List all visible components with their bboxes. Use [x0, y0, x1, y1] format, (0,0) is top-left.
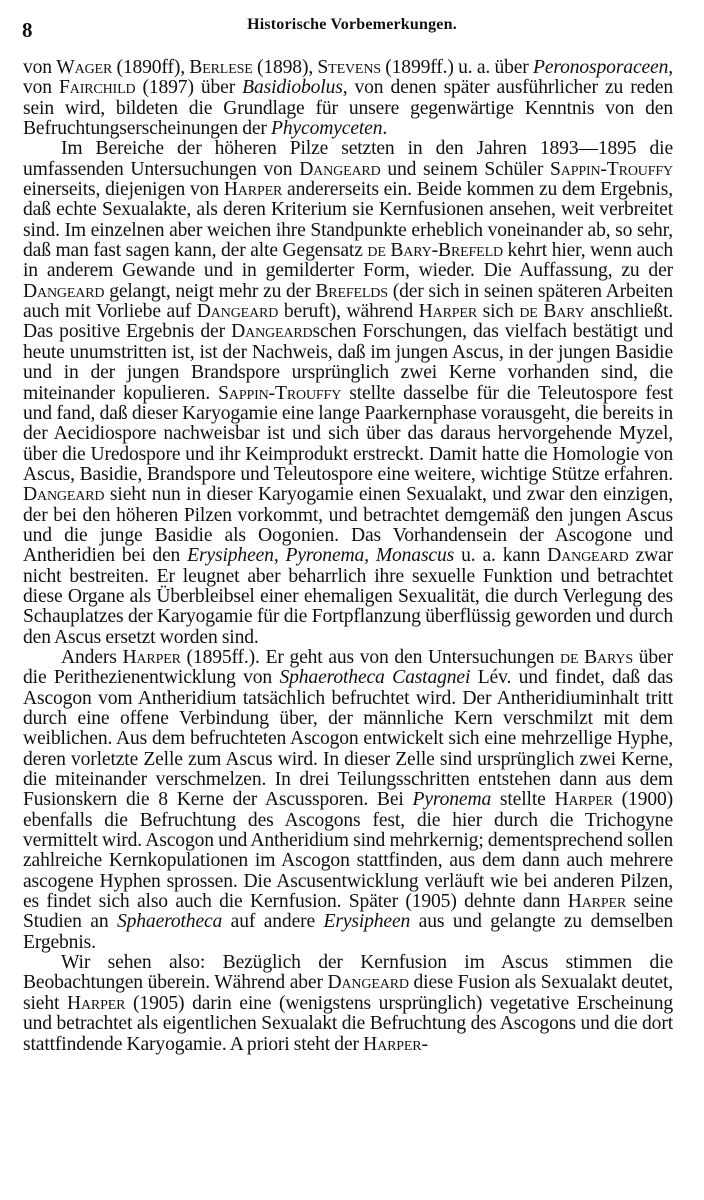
text-run: kehrt hier, wenn auch in anderem Gewande und in gemilderter Form, wieder. Die Auffassung, zu der: [23, 240, 673, 282]
paragraph: [23, 648, 673, 953]
text-run: (1895ff.). Er geht aus von den Untersuchungen: [180, 646, 561, 668]
taxon-name: Sphaerotheca Castagnei: [279, 667, 471, 689]
author-name: de Barys: [560, 646, 634, 668]
author-name: Sappin-Trouffy: [549, 158, 673, 180]
author-name: Dangeard: [231, 321, 313, 343]
author-name: de Bary: [519, 301, 585, 323]
taxon-name: Pyronema: [412, 789, 492, 811]
text-run: sich: [477, 301, 520, 323]
author-name: Wager: [56, 57, 113, 78]
text-run: (der sich in seinen späteren Arbeiten auch mit Vorliebe auf: [23, 280, 673, 323]
text-run: und seinem Schüler: [380, 158, 550, 180]
text-run: diese Fusion als Sexualakt deutet, sieht: [23, 972, 673, 1014]
text-run: (1890ff),: [112, 57, 190, 78]
author-name: Dangeard: [327, 972, 409, 994]
author-name: Brefelds: [315, 280, 388, 302]
text-run: auf andere: [222, 911, 324, 933]
text-run: Anders: [61, 646, 123, 668]
paragraph: [23, 139, 673, 648]
text-run: Lév. und findet, daß das Ascogon vom Antheridium tatsächlich befruchtet wird. Der Antheridiuminhalt tritt durch eine offene Verbindung über, der männliche Kern verschmilzt mit dem weiblichen. Aus dem befruchteten Ascogon entwickelt sich eine mehrzellige Hyphe, deren vorletzte Zelle zum Ascus wird. In dieser Zelle sind ursprünglich zwei Kerne, die miteinander verschmelzen. In drei Teilungsschritten entstehen dann aus dem Fusionskern die 8 Kerne der Ascussporen. Bei: [23, 667, 674, 811]
author-name: Dangeard: [547, 545, 629, 567]
paragraph: [23, 953, 673, 1055]
author-name: de Bary-Brefeld: [367, 240, 503, 262]
text-run: beruft), während: [278, 301, 419, 323]
author-name: Sappin-Trouffy: [218, 382, 342, 404]
text-run: (1900) ebenfalls die Befruchtung des Ascogons fest, die hier durch die Trichogyne vermittelt wird. Ascogon und Antheridium sind mehrkernig; dementsprechend sollen zahlreiche Kernkopulationen im Ascogon stattfinden, aus dem dann auch mehrere ascogene Hyphen sprossen. Die Ascusentwicklung verläuft wie bei anderen Pilzen, es findet sich also auch die Kernfusion. Später (1905) dehnte dann: [23, 789, 673, 913]
text-run: .: [382, 118, 388, 140]
text-run: anschließt. Das positive Ergebnis der: [23, 301, 673, 343]
author-name: Dangeard: [299, 158, 381, 180]
author-name: Fairchild: [59, 77, 136, 99]
text-run: gelangt, neigt mehr zu der: [104, 280, 316, 302]
text-run: (1905) darin eine (wenigstens ursprünglich) vegetative Erscheinung und betrachtet als eigentlichen Sexualakt die Befruchtung des Ascogons und die dort stattfindende Karyogamie. A priori steht der: [23, 992, 673, 1055]
author-name: Harper: [66, 992, 126, 1014]
running-head: Historische Vorbemerkungen.: [247, 16, 457, 33]
text-run: , von: [23, 57, 673, 99]
text-run: Wir sehen also: Bezüglich der Kernfusion im Ascus stimmen die Beobachtungen überein. Während aber: [23, 952, 673, 994]
text-run: schen Forschungen, das vielfach bestätigt und heute unumstritten ist, ist der Nachweis, daß im jungen Ascus, in der jungen Basidie und in der jungen Brandspore ursprünglich zwei Kerne vorhanden sind, die miteinander kopulieren.: [23, 321, 673, 404]
taxon-name: Erysipheen, Pyronema, Monascus: [187, 545, 455, 567]
author-name: Berlese: [189, 57, 253, 78]
text-run: stellte dasselbe für die Teleutospore fest und fand, daß dieser Karyogamie eine lange Paarkernphase vorausgeht, die bereits in der Aecidiospore nachweisbar ist und sich über das daraus hervorgehende Myzel, über die Uredospore und ihr Keimprodukt erstreckt. Damit hatte die Homologie von Ascus, Basidie, Brandspore und Teleutospore eine weitere, wichtige Stütze erfahren.: [23, 382, 674, 485]
author-name: Dangeard: [23, 484, 105, 506]
taxon-name: Erysipheen: [323, 911, 411, 933]
text-run: seine Studien an: [23, 891, 673, 933]
author-name: Dangeard: [196, 301, 279, 323]
text-run: aus und gelangte zu demselben Ergebnis.: [23, 911, 674, 953]
text-run: sieht nun in dieser Karyogamie einen Sexualakt, und zwar den einzigen, der bei den höheren Pilzen vorkommt, und betrachtet demgemäß den jungen Ascus und die junge Basidie als Oogonien. Das Vorhandensein der Ascogone und Antheridien bei den: [23, 484, 673, 567]
taxon-name: Phycomyceten: [271, 118, 383, 140]
text-run: einerseits, diejenigen von: [23, 179, 224, 201]
author-name: Harper-: [363, 1033, 428, 1055]
text-run: zwar nicht bestreiten. Er leugnet aber beharrlich ihre sexuelle Funktion und betrachtet diese Organe als Überbleibsel einer ehemaligen Sexualität, die durch Verlegung des Schauplatzes der Karyogamie für die Fortpflanzung überflüssig geworden und durch den Ascus ersetzt worden sind.: [23, 545, 673, 648]
author-name: Stevens: [317, 57, 381, 78]
taxon-name: Sphaerotheca: [116, 911, 223, 933]
text-run: über die Perithezienentwicklung von: [23, 646, 673, 689]
author-name: Harper: [223, 179, 283, 201]
author-name: Harper: [567, 891, 627, 913]
text-run: andererseits ein. Beide kommen zu dem Ergebnis, daß echte Sexualakte, als deren Kriterium sie Kernfusionen ansehen, weit verbreitet sind. Im einzelnen aber weichen ihre Standpunkte erheblich voneinander ab, so sehr, daß man fast sagen kann, der alte Gegensatz: [23, 179, 673, 262]
author-name: Harper: [418, 301, 478, 323]
paragraph: [23, 58, 673, 139]
text-run: u. a. kann: [454, 545, 548, 567]
text-run: (1898),: [252, 57, 318, 78]
page-header: [22, 14, 682, 44]
body-text: [23, 58, 673, 1055]
text-run: von: [23, 57, 57, 78]
text-run: stellte: [491, 789, 555, 811]
taxon-name: Basidiobolus: [242, 77, 343, 99]
author-name: Dangeard: [23, 280, 105, 302]
text-run: (1899ff.) u. a. über: [380, 57, 533, 78]
author-name: Harper: [554, 789, 613, 811]
text-run: Im Bereiche der höheren Pilze setzten in den Jahren 1893—1895 die umfassenden Untersuchungen von: [23, 138, 673, 180]
text-run: , von denen später ausführlicher zu reden sein wird, bildeten die Grundlage für unsere gegenwärtige Kenntnis von den Befruchtungserscheinungen der: [23, 77, 673, 140]
taxon-name: Peronosporaceen: [533, 57, 669, 78]
page-number: 8: [22, 18, 33, 42]
author-name: Harper: [122, 646, 181, 668]
text-run: (1897) über: [135, 77, 243, 99]
